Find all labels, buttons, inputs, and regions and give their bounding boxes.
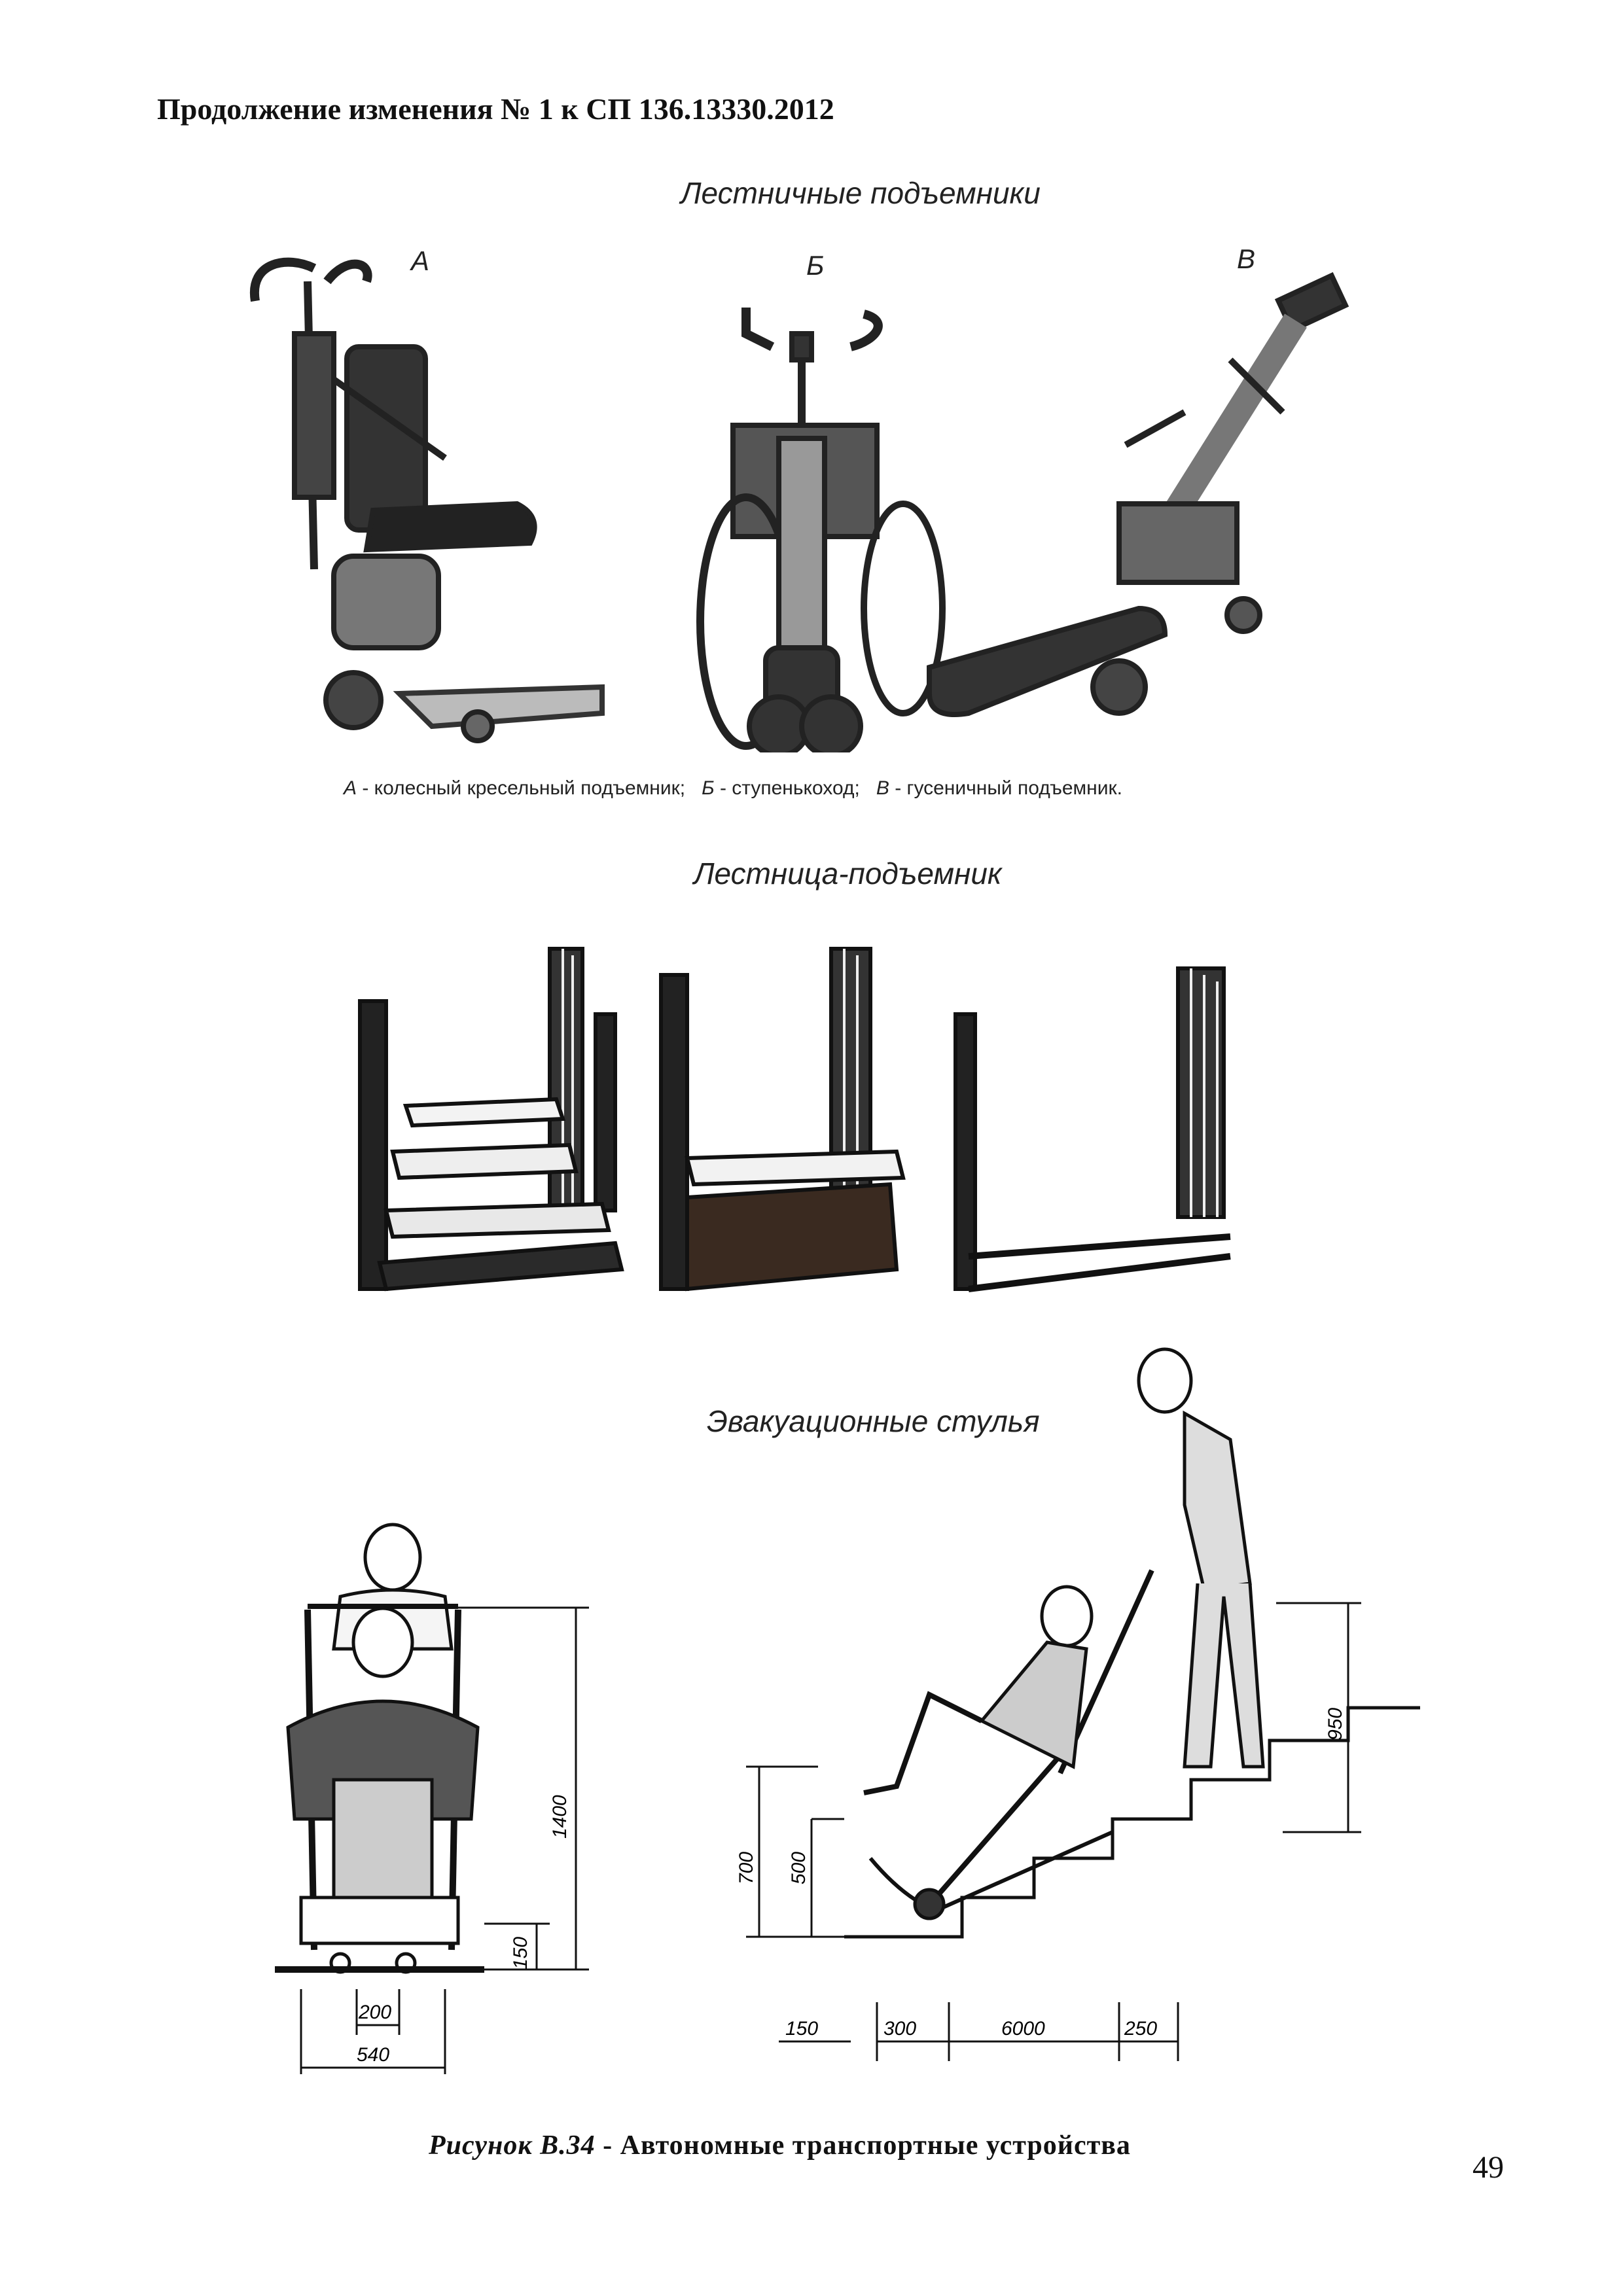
caption-letter-b: Б xyxy=(702,777,715,799)
dim-500: 500 xyxy=(788,1851,810,1884)
dim-700: 700 xyxy=(736,1851,757,1884)
tracked-lift-image xyxy=(929,275,1346,715)
caption-text-v: - гусеничный подъемник. xyxy=(889,777,1122,799)
dim-250: 250 xyxy=(1124,2018,1158,2040)
section-title-stair-lifts: Лестничные подъемники xyxy=(681,176,1041,210)
dim-1400: 1400 xyxy=(549,1795,571,1839)
evacuation-chair-front-view xyxy=(275,1525,484,1972)
figure-caption xyxy=(429,2130,1131,2161)
figure-label: Рисунок В.34 xyxy=(429,2130,596,2161)
figure-title: - Автономные транспортные устройства xyxy=(595,2130,1131,2161)
caption-letter-a: А xyxy=(344,777,357,799)
dim-950: 950 xyxy=(1325,1707,1346,1740)
lift-stair-illustration xyxy=(353,936,1296,1309)
evacuation-chair-side-view xyxy=(844,1349,1420,1937)
evacuation-chairs-illustration xyxy=(0,1335,1623,2107)
caption-text-a: - колесный кресельный подъемник; xyxy=(357,777,686,799)
dim-300: 300 xyxy=(883,2018,917,2040)
wheeled-chair-lift-image xyxy=(255,262,602,741)
figure-letter-a: А xyxy=(411,245,430,276)
figure-letter-b: Б xyxy=(806,250,825,281)
lift-stair-stage-3 xyxy=(955,968,1230,1289)
stair-climber-image xyxy=(700,308,942,752)
dim-150-bottom: 150 xyxy=(785,2018,819,2040)
section-title-lift-stair: Лестница-подъемник xyxy=(694,857,1002,891)
dim-150-vertical: 150 xyxy=(510,1936,531,1969)
stair-lifts-illustration xyxy=(236,242,1400,752)
dim-540: 540 xyxy=(357,2044,390,2066)
dim-200: 200 xyxy=(359,2002,392,2023)
page-header: Продолжение изменения № 1 к СП 136.13330.2012 xyxy=(157,92,834,126)
section-title-evacuation-chairs: Эвакуационные стулья xyxy=(707,1404,1040,1438)
lift-stair-stage-1 xyxy=(360,949,622,1289)
page-number: 49 xyxy=(1472,2150,1504,2185)
figure-letter-v: В xyxy=(1237,243,1256,274)
caption-text-b: - ступенькоход; xyxy=(714,777,860,799)
stair-lifts-caption xyxy=(344,777,1122,800)
dim-6000: 6000 xyxy=(1001,2018,1045,2040)
lift-stair-stage-2 xyxy=(661,949,903,1289)
caption-letter-v: В xyxy=(876,777,889,799)
